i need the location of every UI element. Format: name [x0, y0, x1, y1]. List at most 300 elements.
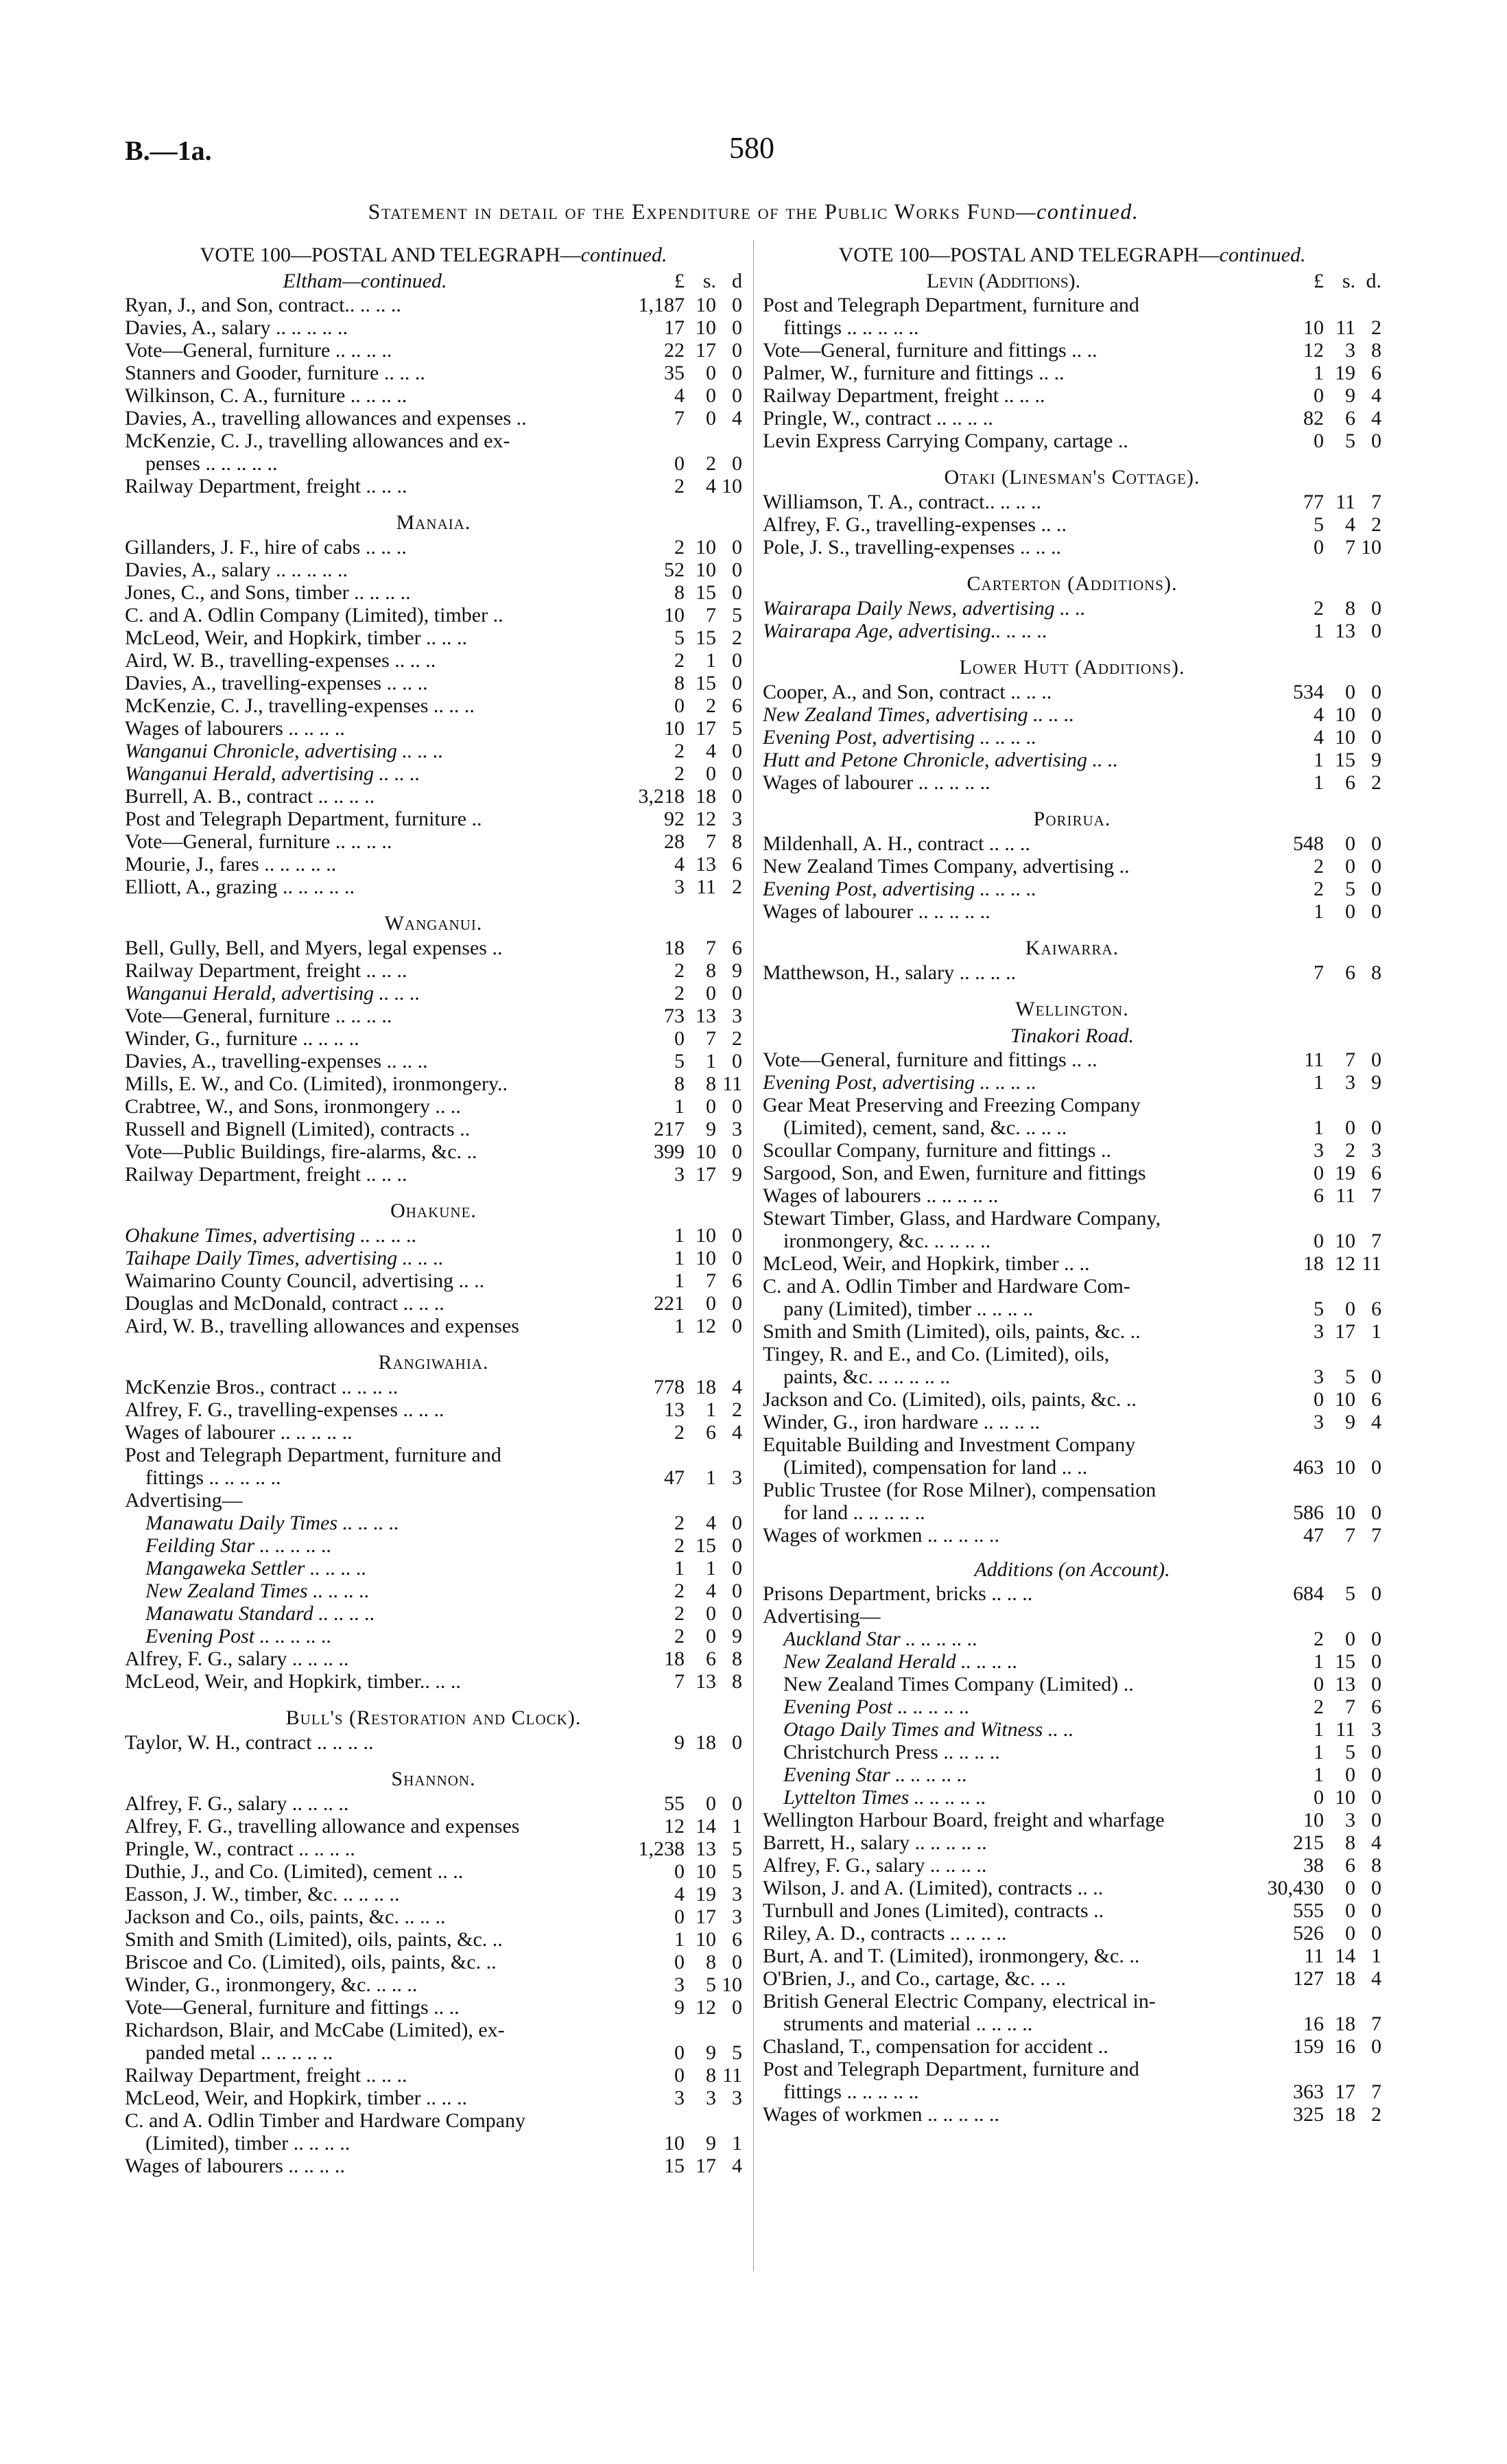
amount-pence: 0 — [1371, 1763, 1381, 1786]
amount-shillings: 0 — [1345, 1763, 1355, 1786]
ledger-description: Mildenhall, A. H., contract .. .. .. — [763, 832, 1030, 855]
amount-pence: 0 — [1371, 1456, 1381, 1479]
section-gap — [125, 1693, 742, 1702]
ledger-row — [763, 1298, 1381, 1320]
right-vote-continued: continued. — [1219, 244, 1306, 266]
amount-shillings: 0 — [1345, 900, 1355, 923]
amount-pounds: 586 — [1293, 1501, 1324, 1524]
ledger-row — [125, 694, 742, 717]
section-heading: Ohakune. — [390, 1199, 477, 1222]
ledger-description: Jackson and Co. (Limited), oils, paints, &c. .. — [763, 1388, 1137, 1411]
ledger-description: McLeod, Weir, and Hopkirk, timber .. .. .. — [125, 626, 468, 649]
amount-pence: 9 — [1371, 1071, 1381, 1094]
ledger-amount — [1250, 620, 1381, 642]
amount-pence: 0 — [732, 1140, 742, 1163]
amount-shillings: 9 — [706, 2041, 716, 2064]
ledger-description: Wages of labourers .. .. .. .. — [125, 2155, 345, 2177]
amount-shillings: 8 — [1345, 597, 1355, 620]
ledger-row — [763, 1877, 1381, 1899]
ledger-description: Wages of labourer .. .. .. .. .. — [763, 900, 990, 923]
amount-shillings: 2 — [1345, 1139, 1355, 1162]
amount-pounds: 10 — [664, 717, 685, 740]
amount-shillings: 10 — [696, 1860, 716, 1883]
ledger-row — [763, 620, 1381, 642]
ledger-amount — [1250, 1967, 1381, 1990]
ledger-description: Alfrey, F. G., salary .. .. .. .. — [125, 1647, 349, 1670]
right-column — [763, 242, 1381, 2126]
amount-shillings: 7 — [706, 604, 716, 626]
amount-shillings: 4 — [706, 1580, 716, 1602]
amount-pence: 5 — [732, 1860, 742, 1883]
ledger-amount — [610, 604, 742, 626]
amount-pounds: 1 — [674, 1315, 685, 1337]
ledger-row — [125, 830, 742, 853]
ledger-amount — [1250, 1809, 1381, 1831]
ledger-amount — [610, 452, 742, 475]
ledger-amount — [610, 559, 742, 581]
ledger-description: Sargood, Son, and Ewen, furniture and fittings — [763, 1162, 1146, 1184]
ledger-description: fittings .. .. .. .. .. — [783, 2080, 919, 2103]
ledger-amount — [1250, 1854, 1381, 1877]
ledger-description: Wellington Harbour Board, freight and wharfage — [763, 1809, 1165, 1831]
ledger-amount — [610, 672, 742, 694]
ledger-amount — [1250, 703, 1381, 726]
amount-pounds: 0 — [1314, 1162, 1324, 1184]
amount-pounds: 2 — [674, 740, 685, 762]
ledger-row — [125, 740, 742, 762]
amount-pence: 0 — [732, 316, 742, 339]
ledger-description: Pringle, W., contract .. .. .. .. — [763, 407, 993, 430]
ledger-amount — [610, 717, 742, 740]
amount-pounds: 4 — [674, 384, 685, 407]
ledger-row — [763, 878, 1381, 900]
amount-pence: 5 — [732, 2041, 742, 2064]
ledger-row — [125, 626, 742, 649]
amount-pounds: 0 — [1314, 1786, 1324, 1809]
ledger-amount — [610, 1512, 742, 1534]
amount-pence: 0 — [732, 1315, 742, 1337]
ledger-row — [125, 430, 742, 452]
ledger-row — [763, 1524, 1381, 1547]
ledger-description: Hutt and Petone Chronicle, advertising .. .. — [763, 749, 1118, 771]
amount-pence: 1 — [1371, 1945, 1381, 1967]
amount-pence: 0 — [732, 1292, 742, 1315]
ledger-description: Levin Express Carrying Company, cartage .. — [763, 430, 1128, 452]
left-currency-header — [610, 269, 742, 294]
ledger-amount — [1250, 1718, 1381, 1741]
amount-pence: 0 — [1371, 1899, 1381, 1922]
ledger-row — [763, 832, 1381, 855]
amount-shillings: 9 — [1345, 1411, 1355, 1433]
amount-shillings: 15 — [1335, 749, 1355, 771]
amount-pounds: 2 — [674, 1534, 685, 1557]
amount-pounds: 92 — [664, 808, 685, 830]
ledger-row — [125, 1489, 742, 1512]
amount-pounds: 0 — [674, 1905, 685, 1928]
ledger-amount — [1250, 961, 1381, 984]
amount-shillings: 6 — [1345, 961, 1355, 984]
amount-pounds: 1 — [1314, 1763, 1324, 1786]
ledger-description: Wairarapa Age, advertising.. .. .. .. — [763, 620, 1048, 642]
amount-pence: 6 — [732, 694, 742, 717]
right-sections — [763, 269, 1381, 2126]
ledger-row — [125, 1224, 742, 1247]
ledger-description: Evening Post, advertising .. .. .. .. — [763, 726, 1037, 749]
amount-pounds: 3 — [1314, 1320, 1324, 1343]
amount-pounds: 1 — [1314, 749, 1324, 771]
ledger-amount — [1250, 316, 1381, 339]
ledger-amount — [1250, 1071, 1381, 1094]
ledger-amount — [610, 2155, 742, 2177]
ledger-description: New Zealand Times Company, advertising .. — [763, 855, 1130, 878]
amount-pence: 10 — [722, 475, 742, 497]
ledger-description: Wages of labourer .. .. .. .. .. — [763, 771, 990, 794]
ledger-amount — [1250, 832, 1381, 855]
ledger-amount — [1250, 430, 1381, 452]
ledger-amount — [1250, 1252, 1381, 1275]
ledger-amount — [610, 1095, 742, 1118]
amount-pounds: 778 — [654, 1376, 685, 1398]
ledger-row — [763, 1763, 1381, 1786]
ledger-description: C. and A. Odlin Company (Limited), timber .. — [125, 604, 503, 626]
ledger-amount — [610, 937, 742, 959]
ledger-description: paints, &c. .. .. .. .. .. — [783, 1365, 951, 1388]
amount-pence: 4 — [1371, 1411, 1381, 1433]
ledger-description: O'Brien, J., and Co., cartage, &c. .. .. — [763, 1967, 1066, 1990]
ledger-amount — [610, 959, 742, 982]
ledger-amount — [610, 536, 742, 559]
ledger-description: Pole, J. S., travelling-expenses .. .. .. — [763, 536, 1061, 559]
amount-pence: 11 — [722, 1072, 742, 1095]
ledger-row — [763, 1990, 1381, 2013]
amount-shillings: 18 — [1335, 1967, 1355, 1990]
amount-shillings: 5 — [1345, 878, 1355, 900]
amount-pence: 5 — [732, 1838, 742, 1860]
amount-pence: 6 — [1371, 1298, 1381, 1320]
amount-pence: 9 — [732, 1163, 742, 1186]
amount-shillings: 5 — [1345, 430, 1355, 452]
amount-pence: 0 — [732, 762, 742, 785]
amount-pounds: 2 — [674, 959, 685, 982]
section-heading: Lower Hutt (Additions). — [959, 656, 1185, 679]
amount-pounds: 5 — [1314, 513, 1324, 536]
ledger-row — [125, 1118, 742, 1140]
ledger-description: Evening Post .. .. .. .. .. — [783, 1696, 970, 1718]
amount-pounds: 555 — [1293, 1899, 1324, 1922]
left-vote-continued: continued. — [580, 244, 667, 266]
ledger-amount — [1250, 1388, 1381, 1411]
amount-pence: 8 — [1371, 1854, 1381, 1877]
ledger-description: Wages of labourers .. .. .. .. — [125, 717, 345, 740]
ledger-row — [763, 1899, 1381, 1922]
amount-pounds: 18 — [664, 1647, 685, 1670]
amount-pence: 4 — [1371, 407, 1381, 430]
amount-pence: 0 — [732, 1731, 742, 1754]
amount-pence: 0 — [732, 740, 742, 762]
amount-pence: 1 — [732, 1815, 742, 1838]
pence-header: d — [732, 270, 742, 292]
amount-pounds: 1 — [674, 1247, 685, 1269]
section-heading: Shannon. — [391, 1768, 476, 1790]
ledger-row — [125, 1421, 742, 1444]
section-heading: Carterton (Additions). — [966, 572, 1178, 595]
amount-pounds: 18 — [1303, 1252, 1324, 1275]
ledger-description: Wages of labourer .. .. .. .. .. — [125, 1421, 353, 1444]
ledger-description: New Zealand Times, advertising .. .. .. — [763, 703, 1075, 726]
ledger-description: Chasland, T., compensation for accident .. — [763, 2035, 1108, 2058]
ledger-amount — [610, 1027, 742, 1050]
ledger-amount — [1250, 1411, 1381, 1433]
section-gap — [125, 898, 742, 908]
amount-shillings: 17 — [696, 717, 716, 740]
amount-shillings: 18 — [696, 785, 716, 808]
amount-pounds: 15 — [664, 2155, 685, 2177]
amount-pounds: 1 — [674, 1095, 685, 1118]
ledger-row — [125, 1996, 742, 2019]
amount-shillings: 11 — [696, 876, 716, 898]
ledger-row — [125, 1602, 742, 1625]
amount-pounds: 127 — [1293, 1967, 1324, 1990]
ledger-amount — [610, 1815, 742, 1838]
amount-pence: 5 — [732, 604, 742, 626]
ledger-amount — [610, 1996, 742, 2019]
ledger-amount — [1250, 1184, 1381, 1207]
amount-shillings: 15 — [696, 626, 716, 649]
ledger-description: McKenzie Bros., contract .. .. .. .. — [125, 1376, 399, 1398]
ledger-row — [763, 1479, 1381, 1501]
amount-pounds: 2 — [674, 649, 685, 672]
amount-pence: 2 — [732, 626, 742, 649]
amount-pounds: 47 — [1303, 1524, 1324, 1547]
amount-pence: 3 — [1371, 1139, 1381, 1162]
ledger-amount — [1250, 749, 1381, 771]
amount-pounds: 2 — [674, 1602, 685, 1625]
amount-pounds: 1 — [1314, 1071, 1324, 1094]
ledger-row — [125, 1050, 742, 1072]
ledger-row — [763, 703, 1381, 726]
ledger-row — [125, 1376, 742, 1398]
amount-pounds: 55 — [664, 1792, 685, 1815]
amount-pounds: 0 — [1314, 1388, 1324, 1411]
section-subheading: Tinakori Road. — [1010, 1024, 1134, 1047]
amount-pence: 6 — [732, 1269, 742, 1292]
ledger-row — [763, 491, 1381, 513]
amount-shillings: 10 — [696, 559, 716, 581]
amount-pence: 0 — [1371, 1048, 1381, 1071]
amount-shillings: 5 — [706, 1973, 716, 1996]
ledger-amount — [610, 1224, 742, 1247]
pounds-header: £ — [1314, 270, 1324, 292]
amount-shillings: 15 — [696, 581, 716, 604]
amount-pounds: 13 — [664, 1398, 685, 1421]
ledger-amount — [610, 1050, 742, 1072]
ledger-description: Douglas and McDonald, contract .. .. .. — [125, 1292, 444, 1315]
ledger-description: Alfrey, F. G., travelling allowance and expenses — [125, 1815, 520, 1838]
ledger-row — [125, 2132, 742, 2155]
section-gap — [125, 497, 742, 507]
amount-shillings: 13 — [696, 1005, 716, 1027]
amount-pence: 7 — [1371, 2080, 1381, 2103]
ledger-description: (Limited), compensation for land .. .. — [783, 1456, 1088, 1479]
amount-pounds: 0 — [674, 452, 685, 475]
ledger-description: Post and Telegraph Department, furniture and — [763, 2058, 1139, 2080]
statement-continued: —continued. — [1016, 199, 1139, 224]
ledger-row — [763, 726, 1381, 749]
amount-shillings: 10 — [696, 1140, 716, 1163]
ledger-description: Tingey, R. and E., and Co. (Limited), oils, — [763, 1343, 1110, 1365]
ledger-row — [763, 339, 1381, 362]
ledger-description: Aird, W. B., travelling allowances and expenses — [125, 1315, 519, 1337]
ledger-description: McLeod, Weir, and Hopkirk, timber .. .. .. — [125, 2087, 468, 2109]
amount-shillings: 12 — [696, 808, 716, 830]
amount-shillings: 0 — [1345, 1628, 1355, 1650]
ledger-amount — [1250, 1365, 1381, 1388]
ledger-amount — [1250, 1320, 1381, 1343]
ledger-row — [125, 1905, 742, 1928]
amount-pounds: 5 — [674, 626, 685, 649]
ledger-amount — [610, 808, 742, 830]
ledger-row — [763, 1071, 1381, 1094]
ledger-row — [125, 1815, 742, 1838]
ledger-row — [125, 2087, 742, 2109]
amount-pounds: 10 — [664, 2132, 685, 2155]
amount-shillings: 0 — [1345, 855, 1355, 878]
amount-pence: 0 — [1371, 620, 1381, 642]
amount-pounds: 221 — [654, 1292, 685, 1315]
amount-pence: 3 — [732, 1883, 742, 1905]
amount-pence: 7 — [1371, 2013, 1381, 2035]
amount-shillings: 6 — [1345, 771, 1355, 794]
ledger-description: Davies, A., travelling-expenses .. .. .. — [125, 672, 428, 694]
amount-pounds: 0 — [1314, 536, 1324, 559]
ledger-row — [125, 672, 742, 694]
amount-shillings: 7 — [706, 1027, 716, 1050]
amount-shillings: 2 — [706, 452, 716, 475]
ledger-row — [125, 2041, 742, 2064]
amount-shillings: 4 — [706, 1512, 716, 1534]
ledger-row — [125, 2109, 742, 2132]
amount-pounds: 11 — [1304, 1945, 1324, 1967]
ledger-description: Davies, A., salary .. .. .. .. .. — [125, 559, 348, 581]
ledger-description: Mangaweka Settler .. .. .. .. — [145, 1557, 367, 1580]
ledger-description: Wairarapa Daily News, advertising .. .. — [763, 597, 1086, 620]
amount-pounds: 0 — [1314, 384, 1324, 407]
amount-shillings: 1 — [706, 1557, 716, 1580]
ledger-description: Burt, A. and T. (Limited), ironmongery, &c. .. — [763, 1945, 1140, 1967]
ledger-description: Barrett, H., salary .. .. .. .. .. — [763, 1831, 987, 1854]
ledger-description: Railway Department, freight .. .. .. — [125, 2064, 407, 2087]
ledger-amount — [1250, 1456, 1381, 1479]
left-vote-title: VOTE 100—POSTAL AND TELEGRAPH— — [200, 244, 581, 266]
section-heading-row — [763, 269, 1381, 294]
ledger-description: Vote—General, furniture .. .. .. .. — [125, 830, 392, 853]
ledger-description: Equitable Building and Investment Company — [763, 1433, 1136, 1456]
amount-pence: 0 — [732, 362, 742, 384]
amount-shillings: 0 — [1345, 1877, 1355, 1899]
ledger-amount — [610, 362, 742, 384]
ledger-amount — [1250, 1650, 1381, 1673]
amount-pounds: 18 — [664, 937, 685, 959]
ledger-amount — [610, 1838, 742, 1860]
ledger-description: Alfrey, F. G., salary .. .. .. .. — [763, 1854, 987, 1877]
amount-pence: 0 — [1371, 2035, 1381, 2058]
statement-title — [0, 199, 1507, 224]
amount-pounds: 17 — [664, 316, 685, 339]
ledger-description: McKenzie, C. J., travelling-expenses .. .. .. — [125, 694, 475, 717]
ledger-row — [763, 1343, 1381, 1365]
ledger-amount — [610, 1625, 742, 1647]
ledger-amount — [610, 1973, 742, 1996]
amount-pence: 0 — [1371, 1116, 1381, 1139]
amount-pence: 0 — [732, 581, 742, 604]
left-first-heading: Eltham—continued. — [283, 270, 447, 292]
ledger-amount — [1250, 2035, 1381, 2058]
amount-pounds: 4 — [1314, 703, 1324, 726]
amount-pence: 4 — [732, 2155, 742, 2177]
amount-shillings: 17 — [696, 1905, 716, 1928]
ledger-amount — [1250, 491, 1381, 513]
amount-pounds: 548 — [1293, 832, 1324, 855]
ledger-description: Smith and Smith (Limited), oils, paints, &c. .. — [125, 1928, 503, 1951]
amount-pence: 0 — [1371, 855, 1381, 878]
ledger-description: Evening Star .. .. .. .. .. — [783, 1763, 968, 1786]
ledger-description: Stanners and Gooder, furniture .. .. .. — [125, 362, 425, 384]
ledger-row — [763, 536, 1381, 559]
ledger-row — [763, 384, 1381, 407]
amount-shillings: 19 — [1335, 1162, 1355, 1184]
ledger-row — [763, 681, 1381, 703]
ledger-amount — [1250, 1048, 1381, 1071]
ledger-row — [763, 1184, 1381, 1207]
amount-shillings: 10 — [696, 1224, 716, 1247]
ledger-amount — [610, 1534, 742, 1557]
ledger-description: Alfrey, F. G., travelling-expenses .. .. .. — [125, 1398, 444, 1421]
ledger-amount — [610, 1466, 742, 1489]
amount-shillings: 10 — [1335, 1786, 1355, 1809]
amount-pounds: 7 — [674, 1670, 685, 1693]
ledger-row — [125, 1292, 742, 1315]
ledger-description: Gillanders, J. F., hire of cabs .. .. .. — [125, 536, 407, 559]
amount-pounds: 1 — [674, 1928, 685, 1951]
ledger-description: fittings .. .. .. .. .. — [145, 1466, 281, 1489]
amount-pence: 5 — [732, 717, 742, 740]
amount-shillings: 2 — [706, 694, 716, 717]
amount-pence: 0 — [1371, 900, 1381, 923]
amount-pence: 0 — [732, 1792, 742, 1815]
section-gap — [763, 1547, 1381, 1556]
amount-pence: 0 — [1371, 1809, 1381, 1831]
amount-pounds: 7 — [674, 407, 685, 430]
section-gap — [125, 1186, 742, 1195]
amount-shillings: 4 — [706, 740, 716, 762]
ledger-row — [125, 1670, 742, 1693]
amount-pounds: 3 — [1314, 1411, 1324, 1433]
amount-pence: 0 — [732, 785, 742, 808]
amount-shillings: 19 — [1335, 362, 1355, 384]
ledger-description: Mills, E. W., and Co. (Limited), ironmongery.. — [125, 1072, 508, 1095]
ledger-amount — [1250, 1501, 1381, 1524]
ledger-description: Crabtree, W., and Sons, ironmongery .. .. — [125, 1095, 461, 1118]
amount-pence: 0 — [1371, 1365, 1381, 1388]
ledger-row — [125, 2064, 742, 2087]
ledger-amount — [1250, 771, 1381, 794]
amount-shillings: 10 — [1335, 1388, 1355, 1411]
section-gap — [125, 1337, 742, 1347]
amount-shillings: 10 — [1335, 1230, 1355, 1252]
ledger-row — [763, 1320, 1381, 1343]
amount-pence: 7 — [1371, 1230, 1381, 1252]
amount-shillings: 11 — [1336, 491, 1355, 513]
